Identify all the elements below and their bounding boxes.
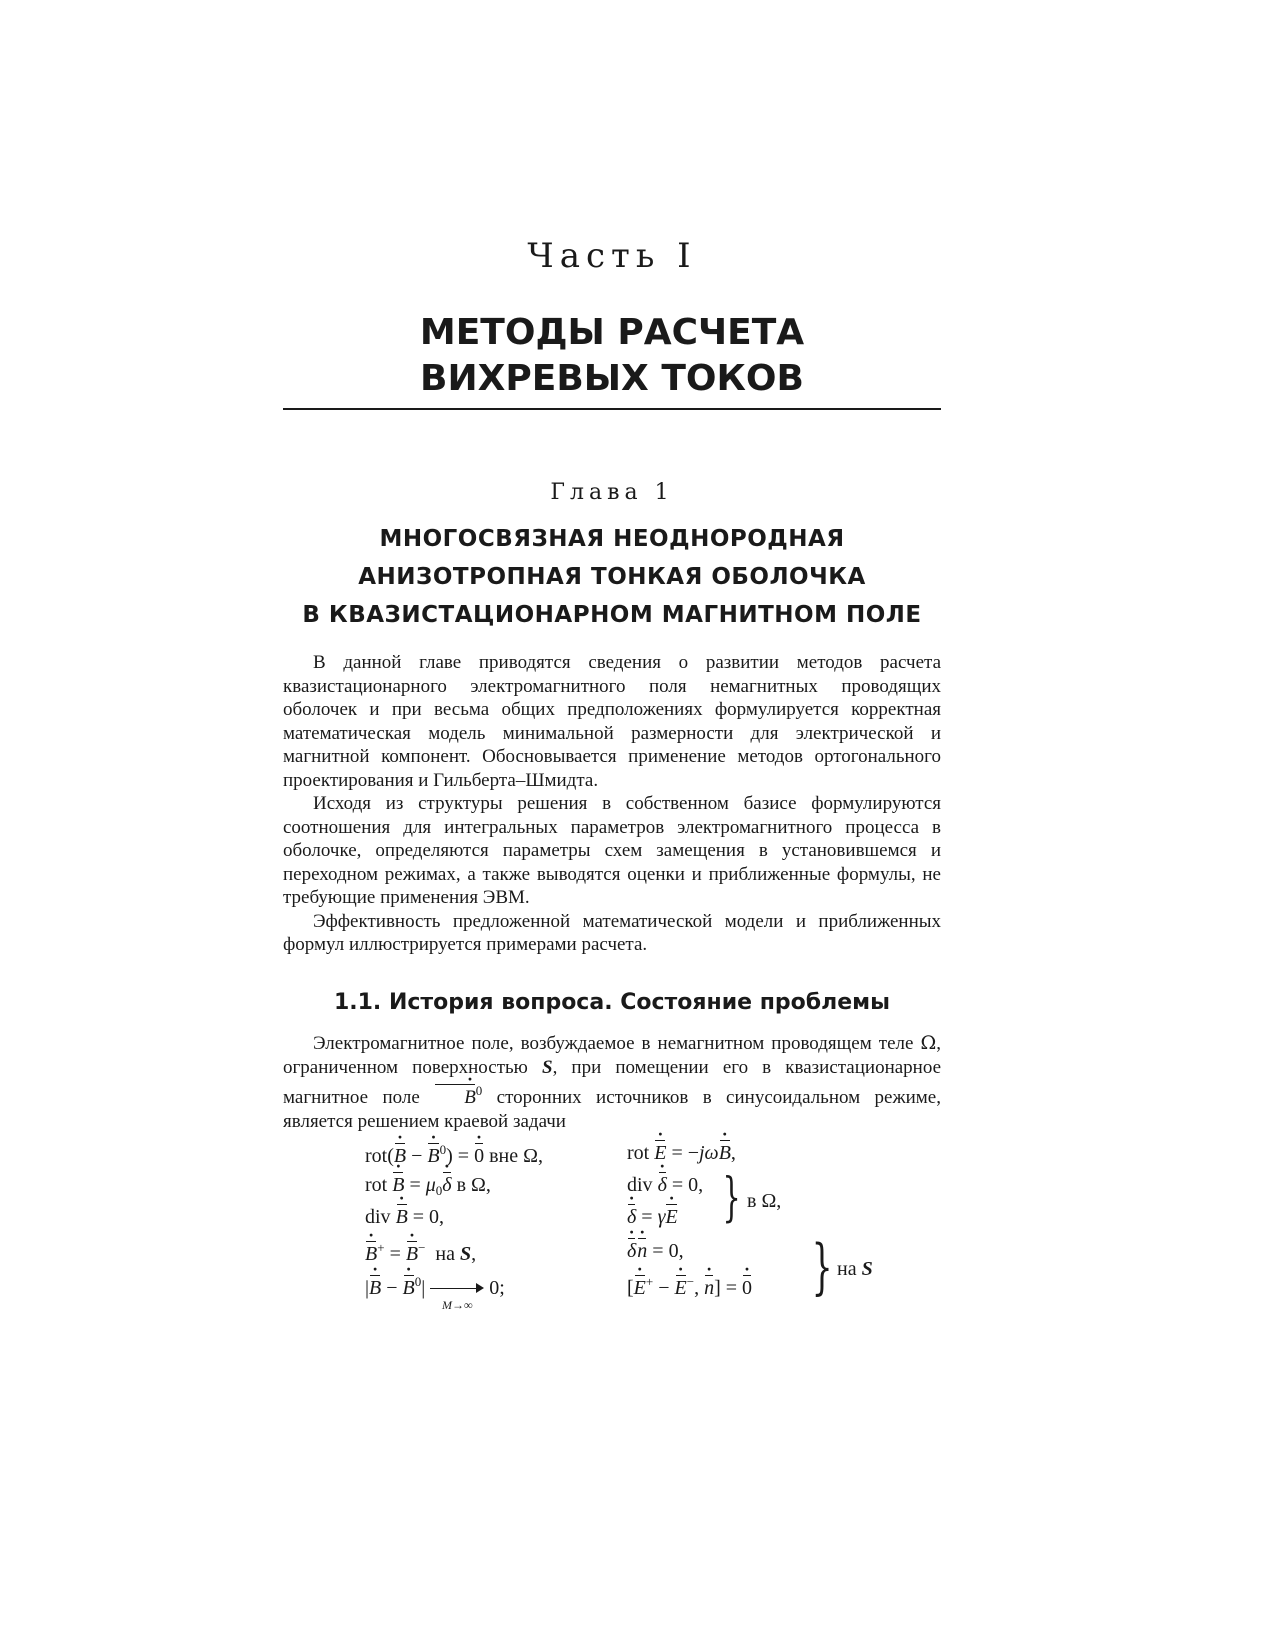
right-brace: } <box>811 1232 833 1302</box>
boundary-value-problem <box>365 1142 905 1312</box>
zero-vector: 0 · <box>474 1145 484 1168</box>
part-title <box>283 310 941 402</box>
chapter-title-line: МНОГОСВЯЗНАЯ НЕОДНОРОДНАЯ <box>379 526 845 552</box>
field-vector <box>434 1086 476 1110</box>
chapter-abstract <box>283 651 941 957</box>
section-intro <box>283 1032 941 1133</box>
region-label: в Ω, <box>456 1174 491 1196</box>
part-title-line: МЕТОДЫ РАСЧЕТА <box>419 312 805 353</box>
chapter-label: Глава 1 <box>550 480 674 505</box>
boundary-label: на S <box>837 1258 873 1280</box>
region-label: в Ω, <box>747 1190 782 1212</box>
section-heading: 1.1. История вопроса. Состояние проблемы <box>333 990 891 1015</box>
equation-right-3: δ · = γE · <box>627 1206 678 1229</box>
operator: rot <box>365 1145 388 1167</box>
equation-right-1: rot E · = −jωB ·, <box>627 1142 736 1165</box>
field-symbol: B <box>464 1087 476 1108</box>
surface-symbol: S <box>541 1056 553 1078</box>
chapter-title <box>283 520 941 634</box>
intro-text: , ограниченном поверхностью <box>283 1033 941 1078</box>
equation-left-5: |B · − B ·$^0$| M→∞ 0; <box>365 1274 505 1300</box>
abstract-paragraph: Эффективность предложенной математической модели и приближенных формул иллюстрируется примерами расчета. <box>283 910 941 955</box>
equation-left-1: rot(B · − B ·$^0$) = 0 · вне Ω, <box>365 1142 543 1168</box>
equation-left-3: div B · = 0, <box>365 1206 444 1229</box>
intro-paragraph <box>283 1032 941 1133</box>
abstract-paragraph: Исходя из структуры решения в собственном базисе формулируются соотношения для интегральных параметров электромагнитного процесса в оболочке, определяются параметры схем замещения в установившемся и переходном режимах, а также выводятся оценки и приближенные формулы, не требующие применения ЭВМ. <box>283 793 941 908</box>
intro-text: сторонних источников в синусоидальном режиме, является решением краевой задачи <box>283 1087 941 1132</box>
abstract-paragraph: В данной главе приводятся сведения о развитии методов расчета квазистационарного электромагнитного поля немагнитных проводящих оболочек и при весьма общих предположениях формулируется корректная математическая модель минимальной размерности для электрической и магнитной компонент. Обосновывается применение методов ортогонального проектирования и Гильберта–Шмидта. <box>283 652 941 791</box>
equation-right-2: div δ · = 0, <box>627 1174 703 1197</box>
vector-B0: B · <box>427 1145 439 1168</box>
part-divider <box>283 408 941 410</box>
chapter-title-line: В КВАЗИСТАЦИОНАРНОМ МАГНИТНОМ ПОЛЕ <box>302 602 922 628</box>
right-brace: } <box>722 1168 741 1228</box>
omega-symbol: Ω <box>920 1032 937 1054</box>
equation-left-4: B ·+ = B ·− на S, <box>365 1240 476 1266</box>
vector-B: B · <box>394 1145 406 1168</box>
part-label: Часть I <box>527 236 697 276</box>
equation-left-2: rot B · = $\mu_0\delta \cdot в$ Ω, <box>365 1174 491 1199</box>
equation-right-5: [E ·+ − E ·−, n ·] = 0 · <box>627 1274 752 1300</box>
chapter-title-line: АНИЗОТРОПНАЯ ТОНКАЯ ОБОЛОЧКА <box>358 564 866 590</box>
region-label: вне Ω, <box>489 1145 543 1167</box>
intro-text: , при помещении его в квазистационарное магнитное поле <box>283 1056 942 1108</box>
part-title-line: ВИХРЕВЫХ ТОКОВ <box>420 358 804 399</box>
limit-arrow: M→∞ <box>430 1282 484 1296</box>
intro-text: Электромагнитное поле, возбуждаемое в немагнитном проводящем теле <box>313 1033 921 1054</box>
field-superscript: 0 <box>475 1083 483 1098</box>
equation-right-4: δ ·n · = 0, <box>627 1240 684 1263</box>
